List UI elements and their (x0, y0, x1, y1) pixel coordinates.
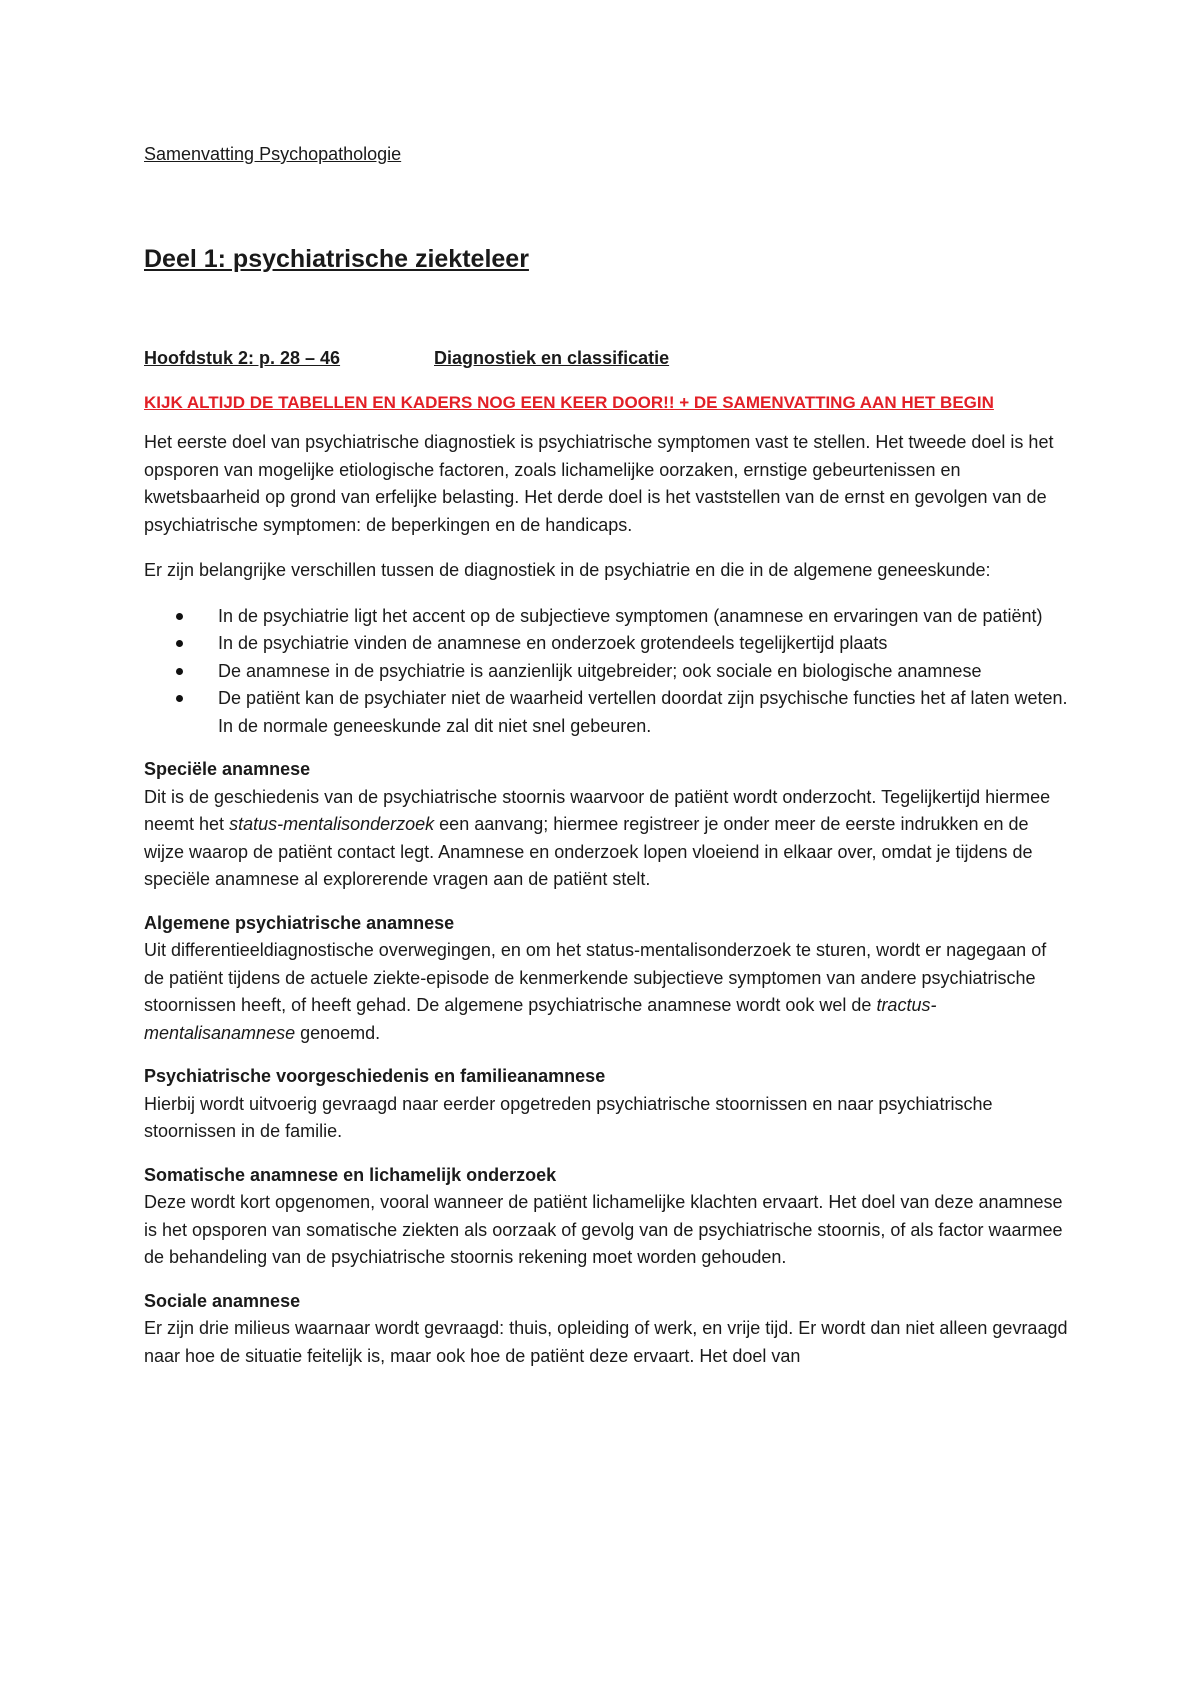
italic-term: status-mentalisonderzoek (229, 814, 435, 834)
section-text (144, 784, 1070, 894)
section-speciele-anamnese (144, 756, 1070, 894)
chapter-heading (144, 348, 1070, 369)
section-heading: Algemene psychiatrische anamnese (144, 912, 455, 933)
section-somatische-anamnese (144, 1162, 1070, 1272)
section-heading: Psychiatrische voorgeschiedenis en familieanamnese (144, 1066, 606, 1086)
list-item: In de psychiatrie ligt het accent op de subjectieve symptomen (anamnese en ervaringen van de patiënt) (218, 603, 1070, 631)
section-heading: Speciële anamnese (144, 759, 311, 779)
section-text-part: genoemd. (295, 1022, 381, 1043)
differences-paragraph: Er zijn belangrijke verschillen tussen de diagnostiek in de psychiatrie en die in de algemene geneeskunde: (144, 560, 991, 580)
list-item: In de psychiatrie vinden de anamnese en onderzoek grotendeels tegelijkertijd plaats (218, 630, 1070, 658)
section-text-part: Uit differentieeldiagnostische overwegingen, en om het status-mentalisonderzoek te sturen, wordt er nagegaan of de patiënt tijdens de actuele ziekte-episode de kenmerkende subjectieve symptomen van andere psychiatrische stoornissen heeft, of heeft gehad. De algemene psychiatrische anamnese wordt ook wel de (144, 940, 1047, 1015)
warning-note: KIJK ALTIJD DE TABELLEN EN KADERS NOG EEN KEER DOOR!! + DE SAMENVATTING AAN HET BEGIN (144, 393, 994, 412)
section-algemene-anamnese (144, 910, 1070, 1048)
section-text: Deze wordt kort opgenomen, vooral wanneer de patiënt lichamelijke klachten ervaart. Het doel van deze anamnese is het opsporen van somatische ziekten als oorzaak of gevolg van de psychiatrische stoornis, of als factor waarmee de behandeling van de psychiatrische stoornis rekening moet worden gehouden. (144, 1192, 1063, 1267)
list-item: De anamnese in de psychiatrie is aanzienlijk uitgebreider; ook sociale en biologische anamnese (218, 658, 1070, 686)
section-heading: Somatische anamnese en lichamelijk onderzoek (144, 1164, 557, 1185)
intro-paragraph: Het eerste doel van psychiatrische diagnostiek is psychiatrische symptomen vast te stellen. Het tweede doel is het opsporen van mogelijke etiologische factoren, zoals lichamelijke oorzaken, ernstige gebeurtenissen en kwetsbaarheid op grond van erfelijke belasting. Het derde doel is het vaststellen van de ernst en gevolgen van de psychiatrische symptomen: de beperkingen en de handicaps. (144, 432, 1054, 535)
section-voorgeschiedenis (144, 1063, 1070, 1146)
section-text (144, 937, 1070, 1047)
section-text-part: een aanvang; hiermee registreer je onder meer de eerste indrukken en de wijze waarop de patiënt contact legt. Anamnese en onderzoek lopen vloeiend in elkaar over, omdat je tijdens de speciële anamnese al explorerende vragen aan de patiënt stelt. (144, 814, 1033, 889)
section-sociale-anamnese (144, 1288, 1070, 1371)
section-heading: Sociale anamnese (144, 1290, 301, 1311)
chapter-topic: Diagnostiek en classificatie (434, 348, 670, 368)
chapter-reference: Hoofdstuk 2: p. 28 – 46 (144, 348, 341, 368)
section-text-part: Dit is de geschiedenis van de psychiatrische stoornis waarvoor de patiënt wordt onderzocht. Tegelijkertijd hiermee neemt het (144, 786, 1051, 834)
italic-term: tractus-mentalisanamnese (144, 995, 937, 1043)
differences-list (144, 603, 1070, 741)
section-text: Er zijn drie milieus waarnaar wordt gevraagd: thuis, opleiding of werk, en vrije tijd. Er wordt dan niet alleen gevraagd naar hoe de situatie feitelijk is, maar ook hoe de patiënt deze ervaart. Het doel van (144, 1318, 1068, 1366)
part-title: Deel 1: psychiatrische ziekteleer (144, 245, 529, 273)
document-title: Samenvatting Psychopathologie (144, 144, 402, 164)
section-text: Hierbij wordt uitvoerig gevraagd naar eerder opgetreden psychiatrische stoornissen en naar psychiatrische stoornissen in de familie. (144, 1093, 993, 1141)
list-item: De patiënt kan de psychiater niet de waarheid vertellen doordat zijn psychische functies het af laten weten. In de normale geneeskunde zal dit niet snel gebeuren. (218, 685, 1070, 740)
